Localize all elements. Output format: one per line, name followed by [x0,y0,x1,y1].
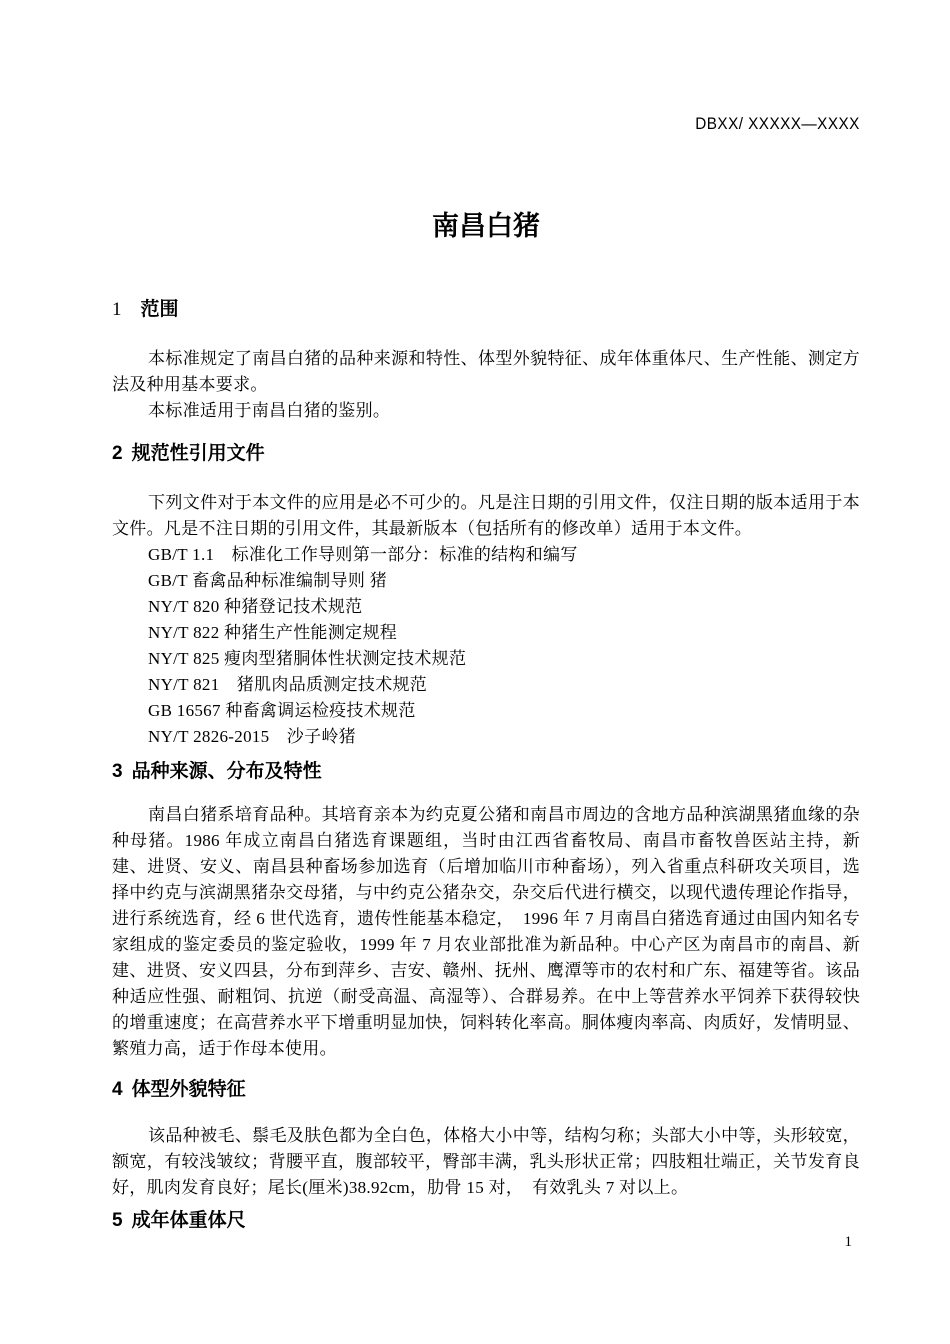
section-number: 2 [112,443,123,465]
reference-list [112,542,860,750]
reference-item: NY/T 820 种猪登记技术规范 [148,596,363,616]
section-heading-appearance [112,1078,860,1102]
section-heading-normative-references [112,442,860,466]
section-title: 范围 [140,299,179,321]
reference-item: NY/T 821 猪肌肉品质测定技术规范 [148,674,428,694]
section-normative-references [112,442,860,750]
reference-item: GB/T 畜禽品种标准编制导则 猪 [148,570,388,590]
paragraph: 该品种被毛、鬃毛及肤色都为全白色，体格大小中等，结构匀称；头部大小中等，头形较宽，额宽，有较浅皱纹；背腰平直，腹部较平，臀部丰满，乳头形状正常；四肢粗壮端正，关节发育良好，肌肉发育良好；尾长(厘米)38.92cm，肋骨 15 对， 有效乳头 7 对以上。 [112,1126,860,1198]
paragraph: 南昌白猪系培育品种。其培育亲本为约克夏公猪和南昌市周边的含地方品种滨湖黑猪血缘的杂种母猪。1986 年成立南昌白猪选育课题组，当时由江西省畜牧局、南昌市畜牧兽医站主持，新建、进贤、安义、南昌县种畜场参加选育（后增加临川市种畜场），列入省重点科研攻关项目，选择中约克与滨湖黑猪杂交母猪，与中约克公猪杂交，杂交后代进行横交，以现代遗传理论作指导，进行系统选育，经 6 世代选育，遗传性能基本稳定， 1996 年 7 月南昌白猪选育通过由国内知名专家组成的鉴定委员的鉴定验收，1999 年 7 月农业部批准为新品种。中心产区为南昌市的南昌、新建、进贤、安义四县，分布到萍乡、吉安、赣州、抚州、鹰潭等市的农村和广东、福建等省。该品种适应性强、耐粗饲、抗逆（耐受高温、高湿等）、合群易养。在中上等营养水平饲养下获得较快的增重速度；在高营养水平下增重明显加快，饲料转化率高。胴体瘦肉率高、肉质好，发情明显、繁殖力高，适于作母本使用。 [112,804,860,1058]
section-title: 成年体重体尺 [131,1210,246,1232]
section-breed-origin [112,760,860,1062]
section-scope [112,298,860,424]
section-number: 4 [112,1078,123,1100]
section-number: 3 [112,760,123,782]
section-number: 5 [112,1210,123,1232]
section-heading-adult-weight [112,1209,860,1233]
reference-item: NY/T 822 种猪生产性能测定规程 [148,622,398,642]
section-heading-scope [112,298,860,322]
reference-item: GB/T 1.1 标准化工作导则第一部分：标准的结构和编写 [148,544,578,564]
section-adult-weight [112,1209,860,1233]
reference-item: GB 16567 种畜禽调运检疫技术规范 [148,700,416,720]
section-heading-breed-origin [112,760,860,784]
document-code: DBXX/ XXXXX—XXXX [695,114,860,133]
paragraph: 本标准适用于南昌白猪的鉴别。 [148,401,391,421]
section-title: 品种来源、分布及特性 [131,760,322,782]
section-number: 1 [112,299,122,321]
section-title: 体型外貌特征 [131,1078,246,1100]
paragraph: 本标准规定了南昌白猪的品种来源和特性、体型外貌特征、成年体重体尺、生产性能、测定方法及种用基本要求。 [112,349,860,395]
reference-item: NY/T 825 瘦肉型猪胴体性状测定技术规范 [148,648,467,668]
paragraph: 下列文件对于本文件的应用是必不可少的。凡是注日期的引用文件，仅注日期的版本适用于本文件。凡是不注日期的引用文件，其最新版本（包括所有的修改单）适用于本文件。 [112,492,860,538]
reference-item: NY/T 2826-2015 沙子岭猪 [148,726,356,746]
section-title: 规范性引用文件 [131,443,265,465]
document-title: 南昌白猪 [432,211,540,241]
section-appearance [112,1078,860,1202]
page-number: 1 [844,1234,852,1250]
document-code-header [112,114,860,134]
